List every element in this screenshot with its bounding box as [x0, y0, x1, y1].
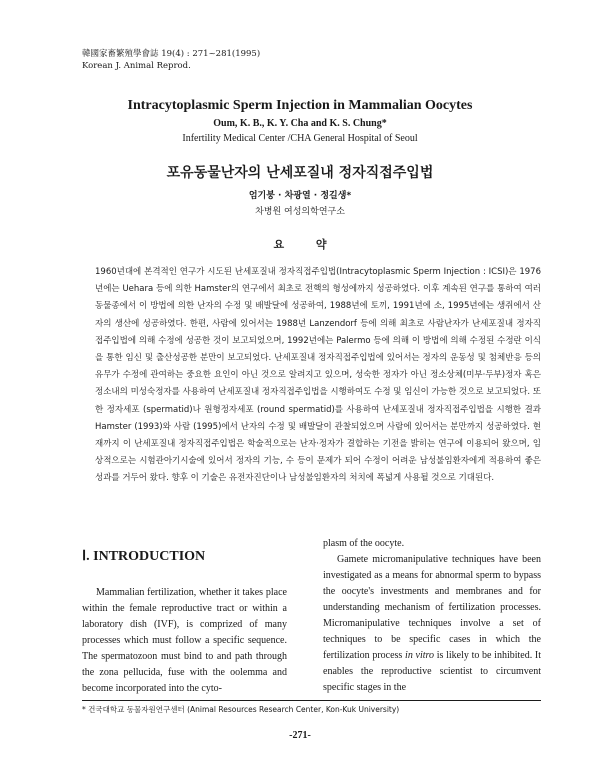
left-column [82, 585, 287, 697]
abstract-body: 1960년대에 본격적인 연구가 시도된 난세포질내 정자직접주입법(Intracytoplasmic Sperm Injection : ICSI)은 1976년에는 Uehara 등에 의한 Hamster의 연구에서 최초로 전핵의 형성에까지 성공하였다. 이후 계속된 연구를 통하여 여러 동물종에서 이 방법에 의한 난자의 수정 및 배발달에 성공하여, 1988년에 토끼, 1991년에 소, 1995년에는 생쥐에서 산자의 생산에 성공하였다. 한편, 사람에 있어서는 1988년 Lanzendorf 등에 의해 최초로 사람난자가 난세포질내 정자직접주입법에 의해 수정에 성공한 것이 보고되었으며, 1992년에는 Palermo 등에 의해 이 방법에 의해 수정된 수정란 이식을 통한 임신 및 출산성공한 분만이 보고되었다. 난세포질내 정자직접주입법에 있어서는 정자의 운동성 및 첨체반응 등의 유무가 수정에 관여하는 중요한 요인이 아닌 것으로 알려지고 있으며, 성숙한 정자가 아닌 정소상체(미부·두부)정자 혹은 정소내의 미성숙정자를 사용하여 난세포질내 정자직접주입법을 시행하여도 수정 및 임신이 가능한 것으로 보고되었다. 또한 정자세포 (spermatid)나 원형정자세포 (round spermatid)를 사용하여 난세포질내 정자직접주입법을 시행한 결과 Hamster (1993)와 사람 (1995)에서 난자의 수정 및 배발달이 관찰되었으며 사람에 있어서는 분만까지 성공하였다. 현재까지 이 난세포질내 정자직접주입법은 학술적으로는 난자·정자가 결합하는 기전을 밝히는 연구에 이용되어 왔으며, 임상적으로는 시험관아기시술에 있어서 정자의 기능, 수 등이 문제가 되어 수정이 어려운 남성불임환자에게 적용하여 좋은 성과를 거두어 왔다. 향후 이 기술은 유전자진단이나 남성불임환자의 처치에 폭넓게 사용될 것으로 기대된다. [95, 267, 541, 484]
right-column-continuation: plasm of the oocyte. [323, 538, 405, 549]
korean-affiliation: 차병원 여성의학연구소 [255, 207, 345, 217]
footnote-rule [82, 700, 541, 701]
journal-korean-title: 韓國家畜繁殖學會誌 19(4) : 271~281(1995) [82, 49, 261, 59]
footnote: * 건국대학교 동물자원연구센터 (Animal Resources Research Center, Kon-Kuk University) [82, 705, 400, 714]
right-column [323, 536, 541, 696]
right-column-paragraph [323, 552, 541, 696]
right-column-text-b: is likely to be inhibited. It enables the reproductive scientist to circumvent specific stages in the [323, 650, 542, 693]
korean-title: 포유동물난자의 난세포질내 정자직접주입법 [166, 165, 434, 181]
journal-header [82, 48, 260, 72]
left-column-paragraph: Mammalian fertilization, whether it takes place within the female reproductive tract or within a laboratory dish (IVF), is comprized of many processes which must follow a specific sequence. The spermatozoon must bind to and path through the zona pellucida, fuse with the oolemma and become incorporated into the cyto- [82, 587, 287, 694]
section-heading-introduction: Ⅰ. INTRODUCTION [82, 549, 206, 564]
english-title: Intracytoplasmic Sperm Injection in Mammalian Oocytes [127, 98, 473, 113]
journal-english-title: Korean J. Animal Reprod. [82, 61, 191, 71]
korean-authors: 엄기붕 · 차광열 · 정길생* [248, 191, 352, 201]
english-affiliation: Infertility Medical Center /CHA General Hospital of Seoul [182, 133, 418, 144]
page-number: -271- [289, 730, 311, 741]
english-authors: Oum, K. B., K. Y. Cha and K. S. Chung* [213, 118, 387, 129]
abstract-heading: 요 약 [273, 238, 341, 251]
right-column-italic: in vitro [405, 650, 435, 661]
right-column-text-a: Gamete micromanipulative techniques have been investigated as a means for abnormal sperm to bypass the oocyte's investments and membranes and for understanding mechanism of fertilization processes. Micromanipulative techniques involve a set of techniques to be specific cases in which the fertilization process [323, 554, 541, 661]
